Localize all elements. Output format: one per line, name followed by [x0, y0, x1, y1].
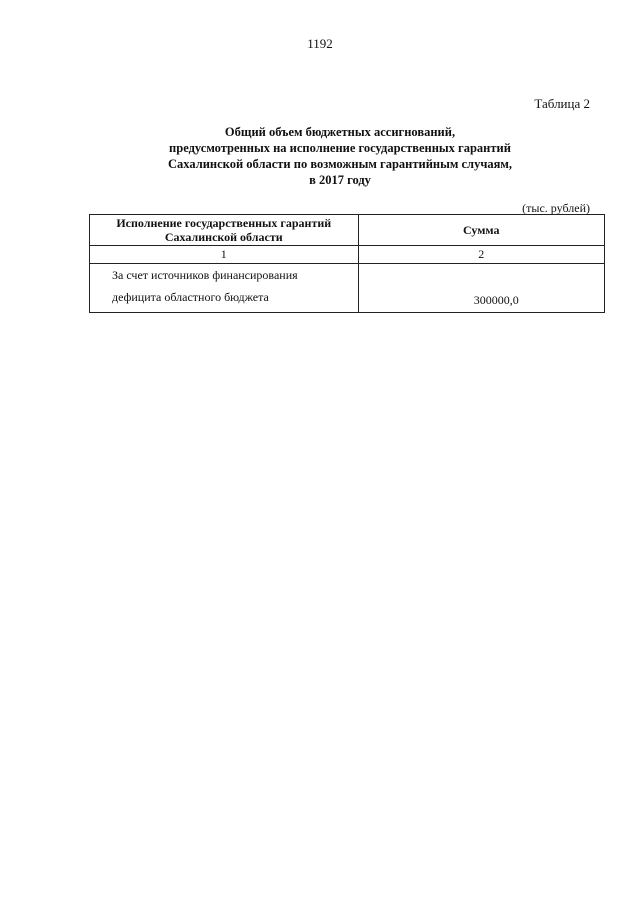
table-header-row	[90, 215, 605, 246]
header-amount: Сумма	[358, 215, 604, 246]
guarantee-table	[89, 214, 605, 313]
amount-value: 300000,0	[473, 293, 519, 307]
title-line-1: Общий объем бюджетных ассигнований,	[224, 125, 456, 139]
title-line-4: в 2017 году	[309, 173, 371, 187]
title-line-3: Сахалинской области по возможным гарантийным случаям,	[167, 157, 513, 171]
title-line-2: предусмотренных на исполнение государственных гарантий	[169, 141, 511, 155]
table-row	[90, 264, 605, 313]
source-line-2: дефицита областного бюджета	[112, 290, 269, 304]
source-cell	[90, 264, 359, 313]
page-number: 1192	[307, 36, 333, 51]
column-number-2: 2	[358, 246, 604, 264]
header-execution-line-1: Исполнение государственных гарантий	[116, 216, 332, 230]
table-label: Таблица 2	[534, 96, 590, 111]
header-execution-line-2: Сахалинской области	[164, 230, 283, 244]
amount-cell	[358, 264, 604, 313]
units-label: (тыс. рублей)	[522, 201, 590, 215]
header-execution	[90, 215, 359, 246]
source-line-1: За счет источников финансирования	[112, 268, 298, 282]
column-number-row	[90, 246, 605, 264]
column-number-1: 1	[90, 246, 359, 264]
document-title	[100, 124, 580, 188]
